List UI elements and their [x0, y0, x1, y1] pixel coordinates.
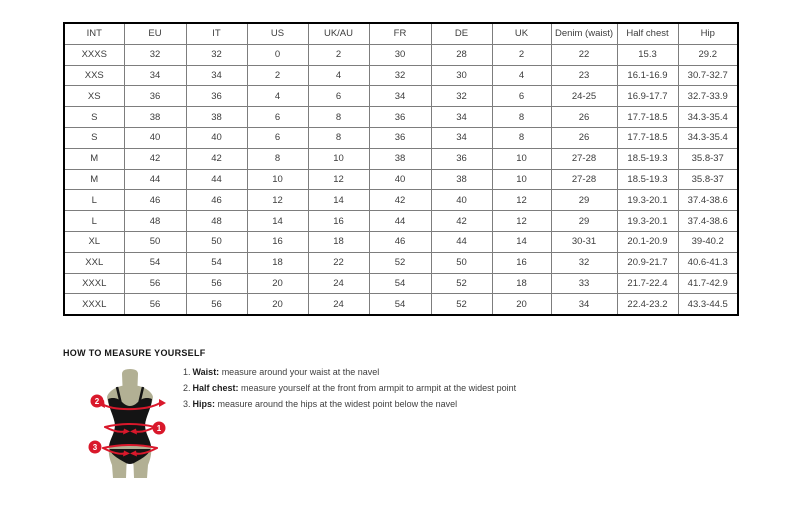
table-cell: 42: [369, 190, 431, 211]
table-cell: 30.7-32.7: [678, 65, 738, 86]
step-label: Hips:: [192, 399, 216, 409]
table-cell: 30-31: [551, 231, 617, 252]
table-cell: 50: [431, 252, 492, 273]
table-cell: 15.3: [617, 44, 678, 65]
table-cell: 18.5-19.3: [617, 148, 678, 169]
column-header: Denim (waist): [551, 23, 617, 44]
step-number: 1.: [183, 367, 191, 377]
table-cell: 20.9-21.7: [617, 252, 678, 273]
table-cell: 24: [308, 273, 369, 294]
measure-step-hips: [183, 399, 516, 409]
table-cell: 38: [369, 148, 431, 169]
table-cell: 56: [124, 273, 186, 294]
table-cell: 50: [124, 231, 186, 252]
table-cell: S: [64, 107, 124, 128]
table-cell: 33: [551, 273, 617, 294]
table-cell: 36: [124, 86, 186, 107]
table-cell: 38: [186, 107, 247, 128]
table-cell: 30: [431, 65, 492, 86]
table-cell: 34: [551, 294, 617, 315]
table-cell: 34: [186, 65, 247, 86]
column-header: Hip: [678, 23, 738, 44]
table-cell: 17.7-18.5: [617, 107, 678, 128]
table-cell: 42: [431, 211, 492, 232]
mannequin-illustration: [84, 366, 176, 484]
table-row: [64, 294, 738, 315]
table-cell: 54: [124, 252, 186, 273]
table-cell: 16.1-16.9: [617, 65, 678, 86]
table-row: [64, 107, 738, 128]
table-cell: 46: [369, 231, 431, 252]
table-cell: 8: [247, 148, 308, 169]
table-cell: 8: [492, 127, 551, 148]
table-row: [64, 211, 738, 232]
badge-2-number: 2: [94, 397, 100, 406]
size-chart-table: [63, 22, 739, 316]
table-cell: 56: [186, 273, 247, 294]
table-cell: 30: [369, 44, 431, 65]
table-cell: 54: [186, 252, 247, 273]
table-row: [64, 86, 738, 107]
table-cell: 42: [186, 148, 247, 169]
table-cell: 32: [431, 86, 492, 107]
table-cell: 10: [492, 148, 551, 169]
column-header: FR: [369, 23, 431, 44]
table-cell: 22: [551, 44, 617, 65]
table-cell: 44: [369, 211, 431, 232]
column-header: UK: [492, 23, 551, 44]
table-cell: 36: [186, 86, 247, 107]
table-cell: 4: [247, 86, 308, 107]
table-cell: 35.8-37: [678, 169, 738, 190]
table-cell: 6: [247, 107, 308, 128]
table-cell: 14: [492, 231, 551, 252]
measure-guide-title: HOW TO MEASURE YOURSELF: [63, 348, 206, 358]
table-cell: 20.1-20.9: [617, 231, 678, 252]
column-header: IT: [186, 23, 247, 44]
step-text: measure around your waist at the navel: [219, 367, 380, 377]
table-cell: 22.4-23.2: [617, 294, 678, 315]
table-cell: L: [64, 211, 124, 232]
table-cell: 40: [186, 127, 247, 148]
table-cell: 26: [551, 127, 617, 148]
table-cell: 38: [431, 169, 492, 190]
table-row: [64, 190, 738, 211]
table-cell: 37.4-38.6: [678, 211, 738, 232]
table-cell: 12: [247, 190, 308, 211]
table-cell: 54: [369, 294, 431, 315]
table-cell: 0: [247, 44, 308, 65]
table-cell: 40.6-41.3: [678, 252, 738, 273]
table-cell: 16.9-17.7: [617, 86, 678, 107]
table-cell: 43.3-44.5: [678, 294, 738, 315]
table-cell: 12: [492, 211, 551, 232]
table-cell: 40: [431, 190, 492, 211]
table-row: [64, 44, 738, 65]
table-cell: 36: [369, 107, 431, 128]
table-cell: 44: [431, 231, 492, 252]
table-cell: 38: [124, 107, 186, 128]
table-cell: XXXS: [64, 44, 124, 65]
table-cell: 48: [186, 211, 247, 232]
table-cell: XS: [64, 86, 124, 107]
table-row: [64, 148, 738, 169]
table-cell: 10: [247, 169, 308, 190]
table-cell: 48: [124, 211, 186, 232]
table-cell: 36: [369, 127, 431, 148]
table-cell: 12: [308, 169, 369, 190]
table-cell: 32: [369, 65, 431, 86]
table-cell: 42: [124, 148, 186, 169]
table-cell: 24: [308, 294, 369, 315]
table-cell: 41.7-42.9: [678, 273, 738, 294]
table-cell: 46: [124, 190, 186, 211]
table-cell: 18: [247, 252, 308, 273]
table-row: [64, 127, 738, 148]
measure-step-half-chest: [183, 383, 516, 393]
table-cell: 6: [308, 86, 369, 107]
table-cell: 20: [247, 273, 308, 294]
table-cell: 16: [247, 231, 308, 252]
table-cell: 10: [308, 148, 369, 169]
table-cell: 2: [247, 65, 308, 86]
table-cell: 44: [124, 169, 186, 190]
step-number: 2.: [183, 383, 191, 393]
table-cell: 39-40.2: [678, 231, 738, 252]
table-cell: 12: [492, 190, 551, 211]
mannequin-neck: [122, 369, 138, 386]
table-cell: 4: [308, 65, 369, 86]
table-cell: 8: [308, 107, 369, 128]
step-text: measure around the hips at the widest point below the navel: [215, 399, 458, 409]
badge-3-number: 3: [92, 443, 98, 452]
table-row: [64, 252, 738, 273]
table-cell: 22: [308, 252, 369, 273]
measure-step-waist: [183, 367, 516, 377]
table-cell: 14: [308, 190, 369, 211]
table-cell: 37.4-38.6: [678, 190, 738, 211]
step-text: measure yourself at the front from armpit to armpit at the widest point: [238, 383, 517, 393]
table-cell: 18: [308, 231, 369, 252]
table-cell: 34: [124, 65, 186, 86]
measure-steps-list: [183, 367, 516, 415]
table-body: [64, 44, 738, 315]
table-cell: 18: [492, 273, 551, 294]
table-cell: 29: [551, 211, 617, 232]
table-cell: 34: [431, 107, 492, 128]
table-cell: 4: [492, 65, 551, 86]
table-cell: 18.5-19.3: [617, 169, 678, 190]
table-cell: 10: [492, 169, 551, 190]
table-cell: 19.3-20.1: [617, 190, 678, 211]
step-label: Half chest:: [192, 383, 239, 393]
column-header: UK/AU: [308, 23, 369, 44]
table-cell: 26: [551, 107, 617, 128]
table-row: [64, 65, 738, 86]
chest-arrow-right: [159, 399, 166, 407]
table-cell: 54: [369, 273, 431, 294]
step-number: 3.: [183, 399, 191, 409]
table-cell: 8: [492, 107, 551, 128]
column-header: INT: [64, 23, 124, 44]
table-cell: 52: [431, 294, 492, 315]
table-cell: S: [64, 127, 124, 148]
table-cell: 2: [492, 44, 551, 65]
step-label: Waist:: [192, 367, 220, 377]
table-row: [64, 273, 738, 294]
table-cell: 6: [247, 127, 308, 148]
table-cell: 20: [247, 294, 308, 315]
table-row: [64, 169, 738, 190]
column-header: DE: [431, 23, 492, 44]
table-cell: XXXL: [64, 294, 124, 315]
table-cell: 14: [247, 211, 308, 232]
table-cell: 32: [551, 252, 617, 273]
table-cell: 32.7-33.9: [678, 86, 738, 107]
column-header: Half chest: [617, 23, 678, 44]
table-cell: 34: [369, 86, 431, 107]
table-cell: 20: [492, 294, 551, 315]
table-cell: 28: [431, 44, 492, 65]
column-header: US: [247, 23, 308, 44]
table-cell: 17.7-18.5: [617, 127, 678, 148]
table-cell: 36: [431, 148, 492, 169]
table-cell: 34: [431, 127, 492, 148]
table-cell: 21.7-22.4: [617, 273, 678, 294]
table-cell: XXXL: [64, 273, 124, 294]
table-cell: M: [64, 169, 124, 190]
table-cell: 40: [124, 127, 186, 148]
table-cell: 35.8-37: [678, 148, 738, 169]
table-cell: 29: [551, 190, 617, 211]
table-cell: 6: [492, 86, 551, 107]
measurement-figure: [84, 366, 176, 484]
table-cell: 16: [492, 252, 551, 273]
table-cell: 34.3-35.4: [678, 127, 738, 148]
table-cell: 27-28: [551, 148, 617, 169]
table-row: [64, 231, 738, 252]
table-cell: 8: [308, 127, 369, 148]
table-cell: 19.3-20.1: [617, 211, 678, 232]
table-cell: 23: [551, 65, 617, 86]
table-cell: 16: [308, 211, 369, 232]
badge-1-number: 1: [156, 424, 162, 433]
table-cell: 50: [186, 231, 247, 252]
table-cell: XL: [64, 231, 124, 252]
table-cell: 46: [186, 190, 247, 211]
table-header-row: [64, 23, 738, 44]
table-cell: XXL: [64, 252, 124, 273]
table-cell: 2: [308, 44, 369, 65]
table-cell: 27-28: [551, 169, 617, 190]
table-cell: 29.2: [678, 44, 738, 65]
table-cell: 52: [369, 252, 431, 273]
table-cell: 24-25: [551, 86, 617, 107]
table-cell: 56: [124, 294, 186, 315]
table-cell: 44: [186, 169, 247, 190]
table-cell: XXS: [64, 65, 124, 86]
table-cell: 40: [369, 169, 431, 190]
table-cell: L: [64, 190, 124, 211]
table-cell: 52: [431, 273, 492, 294]
table-cell: 32: [124, 44, 186, 65]
table-cell: 56: [186, 294, 247, 315]
table-cell: M: [64, 148, 124, 169]
column-header: EU: [124, 23, 186, 44]
table-cell: 32: [186, 44, 247, 65]
table-cell: 34.3-35.4: [678, 107, 738, 128]
